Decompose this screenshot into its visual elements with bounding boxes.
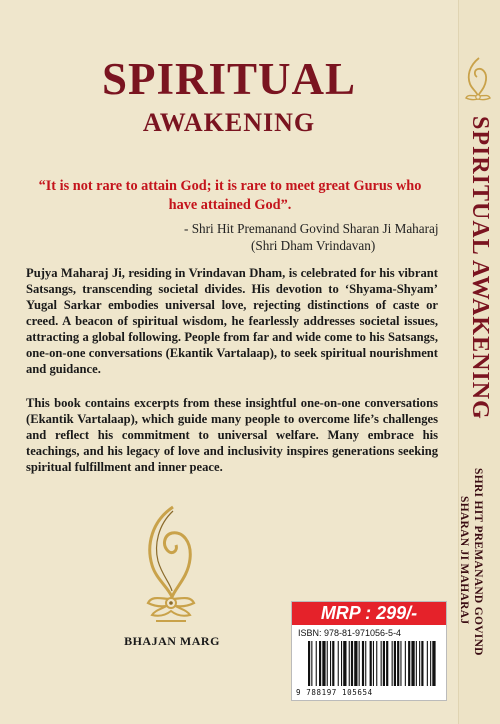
paisley-lotus-logo-icon <box>142 503 200 629</box>
spine-author-line-1: SHRI HIT PREMANAND GOVIND <box>472 468 484 656</box>
mrp-band: MRP : 299/- <box>292 602 446 625</box>
barcode-number: 9 788197 105654 <box>296 688 373 697</box>
attribution-place: (Shri Dham Vrindavan) <box>251 238 376 253</box>
publisher-name: BHAJAN MARG <box>124 634 220 648</box>
barcode-icon <box>306 641 438 686</box>
cover-title: SPIRITUAL <box>101 54 357 104</box>
guru-quote: “It is not rare to attain God; it is rare to meet great Gurus who have attained God”. <box>38 178 422 213</box>
quote-attribution <box>184 220 444 254</box>
description-paragraph-2: This book contains excerpts from these insightful one-on-one conversations (Ekantik Vartalaap), which guide many people to overcome life’s challenges and reflect his commitment to universal welfare. Many embrace his teachings, and his legacy of love and inclusivity inspires generations seeking spiritual fulfillment and inner peace. <box>26 396 438 474</box>
description-paragraph-1: Pujya Maharaj Ji, residing in Vrindavan Dham, is celebrated for his vibrant Satsangs, transcending societal divides. His devotion to ‘Shyama-Shyam’ Yugal Sarkar embodies universal love, rejecting distinctions of caste or creed. A beacon of spiritual wisdom, he fearlessly addresses societal issues, attracting a global following. People from far and wide come to his Satsangs, one-on-one conversations (Ekantik Vartalaap), to seek spiritual nourishment and guidance. <box>26 266 438 376</box>
cover-subtitle: AWAKENING <box>142 108 316 137</box>
attribution-name: - Shri Hit Premanand Govind Sharan Ji Maharaj <box>184 221 439 236</box>
isbn-label: ISBN: 978-81-971056-5-4 <box>298 628 402 638</box>
paisley-lotus-logo-small-icon <box>463 56 493 104</box>
price-box <box>291 601 447 701</box>
spine-title: SPIRITUAL AWAKENING <box>467 116 493 420</box>
spine-author-line-2: SHARAN JI MAHARAJ <box>458 496 470 625</box>
